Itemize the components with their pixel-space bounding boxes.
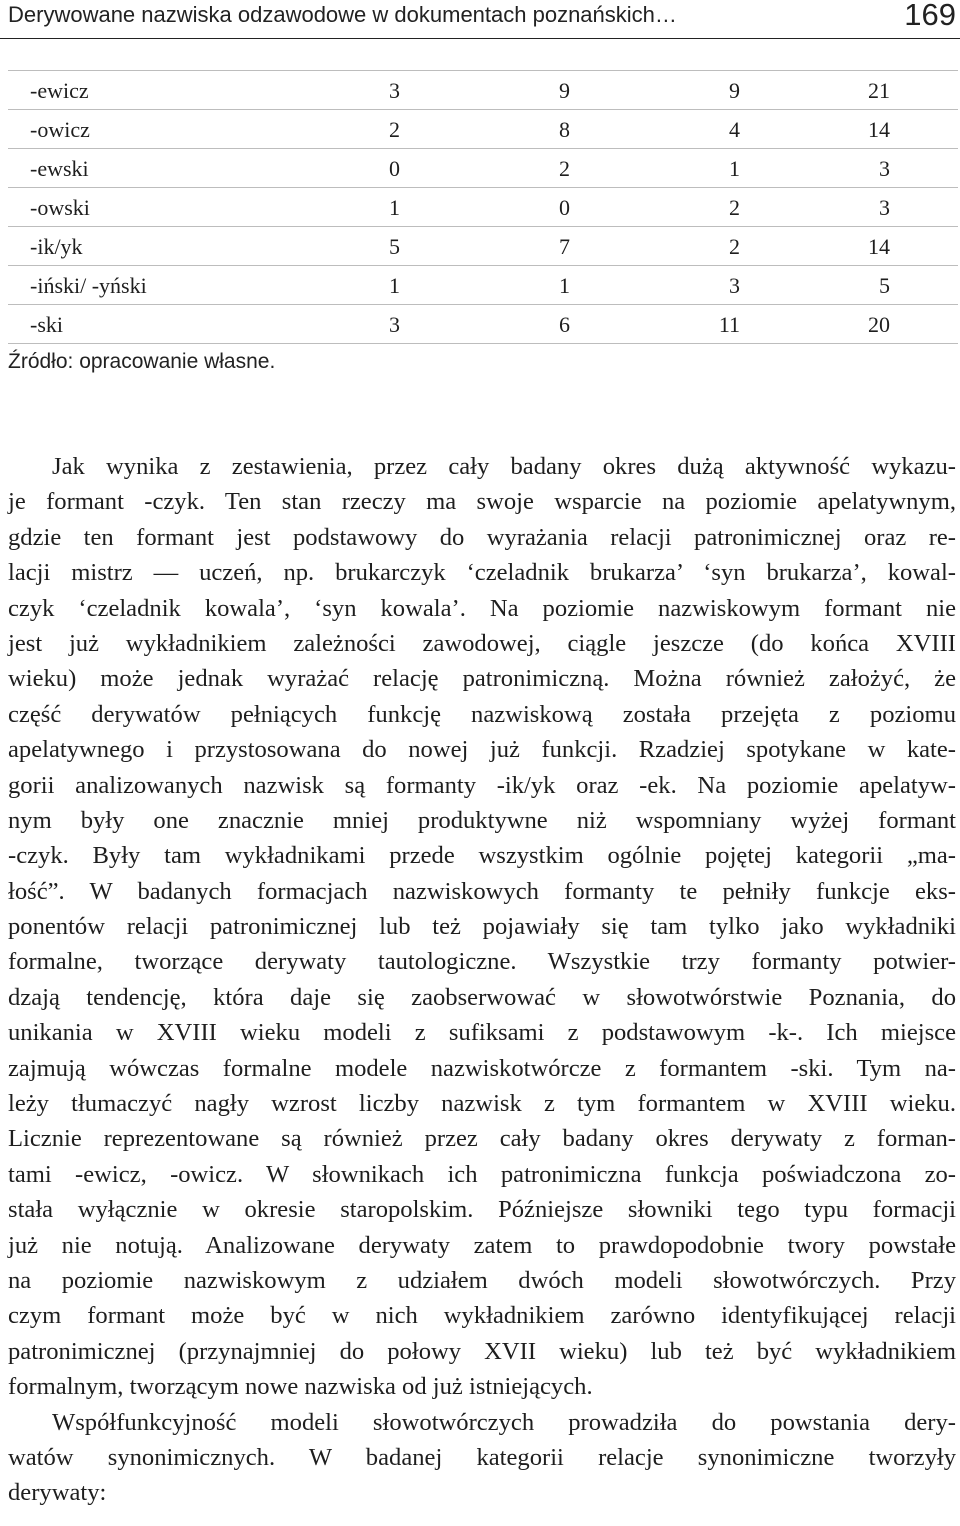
body-text [8,449,956,1511]
text-line: dzają tendencję, która daje się zaobserwować w słowotwórstwie Poznania, do [8,983,956,1011]
text-line: formalnym, tworzącym nowe nazwiska od już istniejących. [8,1373,593,1401]
text-line: część derywatów pełniących funkcję nazwiskową została przejęta z poziomu [8,700,956,728]
table-cell: -iński/ -yński [30,273,147,298]
table-cell: 14 [868,234,890,259]
paragraph-1 [8,449,956,1405]
table-cell: 1 [729,156,740,181]
table-row [8,188,958,227]
text-line: formalne, tworzące derywaty tautologiczne. Wszystkie trzy formanty potwier- [8,948,956,976]
table-row [8,227,958,266]
table-cell: 5 [389,234,400,259]
text-line: czym formant może być w nich wykładnikiem zarówno identyfikującej relacji [8,1302,956,1330]
table-cell: 2 [729,234,740,259]
table-row [8,266,958,305]
table-cell: 4 [729,117,740,142]
table-cell: 21 [868,78,890,103]
text-line: -czyk. Były tam wykładnikami przede wszystkim ogólnie pojętej kategorii „ma- [8,842,956,870]
table-cell: -ik/yk [30,234,83,259]
text-line: stała wyłącznie w okresie staropolskim. Późniejsze słowniki tego typu formacji [8,1196,956,1224]
text-line: unikania w XVIII wieku modeli z sufiksami z podstawowym -k-. Ich miejsce [8,1019,956,1047]
text-line: lacji mistrz — uczeń, np. brukarczyk ‘czeladnik brukarza’ ‘syn brukarza’, kowal- [8,559,956,587]
text-line: leży tłumaczyć nagły wzrost liczby nazwisk z tym formantem w XVIII wieku. [8,1090,956,1118]
table-cell: 2 [559,156,570,181]
table-row [8,149,958,188]
table-cell: 14 [868,117,890,142]
text-line: jest już wykładnikiem zależności zawodowej, ciągle jeszcze (do końca XVIII [8,629,956,657]
table-cell: 8 [559,117,570,142]
running-header [0,0,960,39]
text-line: derywaty: [8,1479,107,1507]
text-line: czyk ‘czeladnik kowala’, ‘syn kowala’. Na poziomie nazwiskowym formant nie [8,594,956,622]
text-line: Współfunkcyjność modeli słowotwórczych prowadziła do powstania dery- [52,1408,956,1436]
table-cell: 3 [879,156,890,181]
table-cell: 1 [559,273,570,298]
table-cell: 11 [718,312,740,337]
table-cell: 2 [729,195,740,220]
text-line: ponentów relacji patronimicznej lub też pojawiały się tam tylko jako wykładniki [8,913,956,941]
table-cell: 3 [879,195,890,220]
table-cell: -owicz [30,117,90,142]
table-cell: 6 [559,312,570,337]
text-line: gdzie ten formant jest podstawowy do wyrażania relacji patronimicznej oraz re- [8,523,956,551]
table-cell: 5 [879,273,890,298]
table-cell: 3 [389,312,400,337]
text-line: już nie notują. Analizowane derywaty zatem to prawdopodobnie twory powstałe [8,1231,956,1259]
table-cell: 7 [559,234,570,259]
text-line: Licznie reprezentowane są również przez cały badany okres derywaty z forman- [8,1125,956,1153]
table-cell: 9 [559,78,570,103]
table-row [8,70,958,110]
text-line: zajmują wówczas formalne modele nazwiskotwórcze z formantem -ski. Tym na- [8,1054,956,1082]
running-title: Derywowane nazwiska odzawodowe w dokumentach poznańskich… [8,2,677,27]
table-cell: 20 [868,312,890,337]
table-row [8,110,958,149]
table-cell: 0 [559,195,570,220]
table-cell: -ewski [30,156,89,181]
table-cell: 1 [389,195,400,220]
text-line: apelatywnego i przystosowana do nowej już funkcji. Rzadziej spotykane w kate- [8,736,956,764]
text-line: tami -ewicz, -owicz. W słownikach ich patronimiczna funkcja poświadczona zo- [8,1160,956,1188]
text-line: je formant -czyk. Ten stan rzeczy ma swoje wsparcie na poziomie apelatywnym, [8,488,956,516]
suffix-frequency-table [8,70,958,344]
text-line: łość”. W badanych formacjach nazwiskowych formanty te pełniły funkcje eks- [8,877,956,905]
page-number: 169 [904,0,956,32]
paragraph-2 [8,1405,956,1511]
table-cell: 0 [389,156,400,181]
table-cell: 3 [729,273,740,298]
text-line: Jak wynika z zestawienia, przez cały badany okres dużą aktywność wykazu- [52,453,956,480]
table-cell: 1 [389,273,400,298]
table-cell: -owski [30,195,90,220]
text-line: patronimicznej (przynajmniej do połowy XVII wieku) lub też być wykładnikiem [8,1337,956,1365]
text-line: watów synonimicznych. W badanej kategorii relacje synonimiczne tworzyły [8,1443,956,1471]
text-line: na poziomie nazwiskowym z udziałem dwóch modeli słowotwórczych. Przy [8,1266,956,1294]
table-row [8,305,958,344]
table-source-note: Źródło: opracowanie własne. [8,350,276,373]
table-cell: -ski [30,312,63,337]
text-line: gorii analizowanych nazwisk są formanty -ik/yk oraz -ek. Na poziomie apelatyw- [8,771,956,799]
table-cell: -ewicz [30,78,89,103]
text-line: nym były one znacznie mniej produktywne niż wspomniany wyżej formant [8,806,956,834]
table-cell: 9 [729,78,740,103]
text-line: wieku) może jednak wyrażać relację patronimiczną. Można również założyć, że [8,665,956,693]
table-cell: 3 [389,78,400,103]
table-cell: 2 [389,117,400,142]
